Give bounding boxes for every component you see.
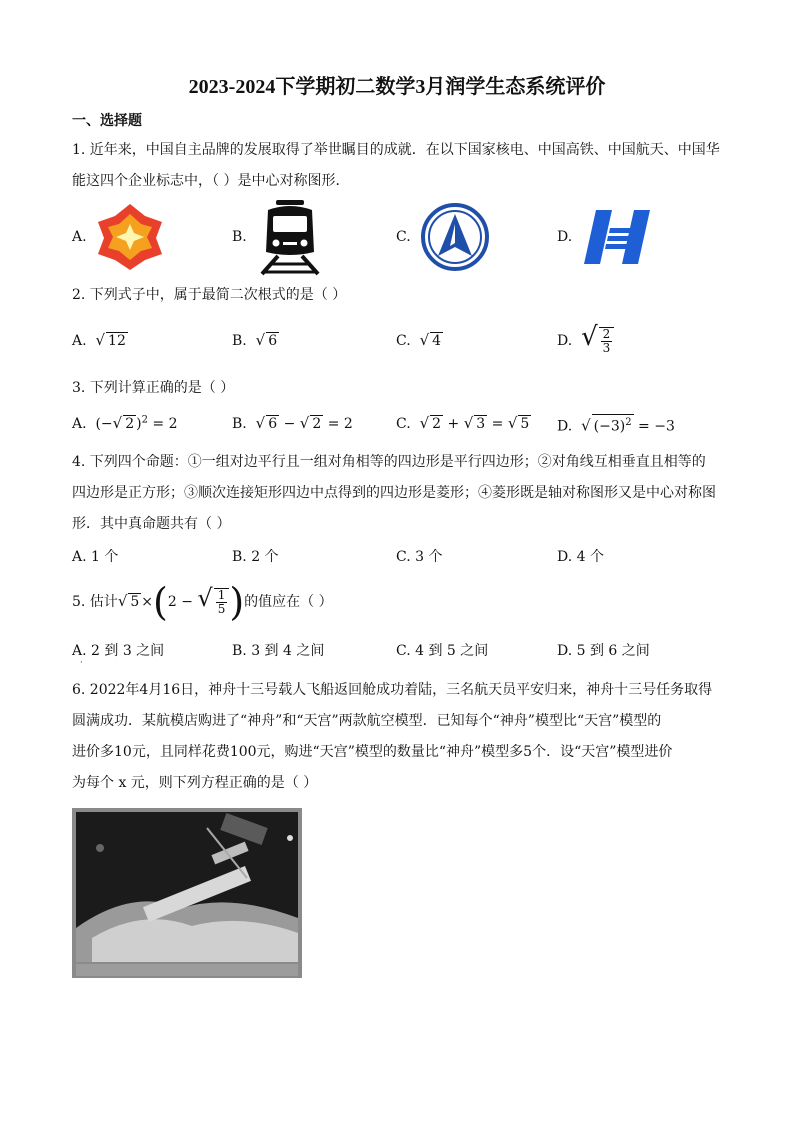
q5-option-b: B. 3 到 4 之间 — [232, 643, 325, 659]
q6-stem-line1: 6. 2022年4月16日，神舟十三号载人飞船返回舱成功着陆，三名航天员平安归来，神舟十三号任务取得 — [72, 682, 713, 698]
q2-option-d: D. √ $\frac{2}{3}$ — [557, 322, 614, 355]
q1-option-a-label: A. — [72, 229, 87, 245]
q5-option-d: D. 5 到 6 之间 — [557, 643, 650, 659]
q4-stem-line2: 四边形是正方形；③顺次连接矩形四边中点得到的四边形是菱形；④菱形既是轴对称图形又是中心对称图 — [72, 485, 716, 501]
q1-option-b-label: B. — [232, 229, 247, 245]
q2-stem: 2. 下列式子中，属于最简二次根式的是（ ） — [72, 287, 347, 303]
huaneng-logo-icon — [582, 208, 654, 266]
q4-stem-line1: 4. 下列四个命题：①一组对边平行且一组对角相等的四边形是平行四边形；②对角线互相垂直且相等的 — [72, 454, 706, 470]
train-logo-icon — [256, 198, 324, 276]
q3-option-c: C. √ 2 + √ 3 = √ 5 — [396, 414, 530, 432]
q6-stem-line2: 圆满成功．某航模店购进了“神舟”和“天宫”两款航空模型．已知每个“神舟”模型比“天宫”模型的 — [72, 713, 662, 729]
nuclear-logo-icon — [94, 202, 166, 272]
q3-option-d: D. √ $(-3)^2 = -3$ — [557, 414, 675, 435]
q2-option-c: C. √ 4 — [396, 331, 442, 349]
q6-stem-line3: 进价多10元，且同样花费100元，购进“天宫”模型的数量比“神舟”模型多5个．设“天宫”模型进价 — [72, 744, 673, 760]
q6-stem-line4: 为每个 x 元，则下列方程正确的是（ ） — [72, 775, 318, 791]
space-station-photo — [72, 808, 302, 978]
q1-option-d-label: D. — [557, 229, 573, 245]
q4-option-a: A. 1 个 — [72, 549, 119, 565]
q5-option-c: C. 4 到 5 之间 — [396, 643, 489, 659]
q2-option-a: A. √ 12 — [72, 331, 126, 349]
q4-stem-line3: 形．其中真命题共有（ ） — [72, 516, 231, 532]
q1-option-c-label: C. — [396, 229, 411, 245]
q3-stem: 3. 下列计算正确的是（ ） — [72, 380, 235, 396]
stray-dot: · — [80, 658, 83, 667]
q5-stem: 5. 估计√ 5 ×(2 − √ $\frac{1}{5}$ )的值应在（ ） — [72, 580, 333, 624]
section-heading: 一、选择题 — [72, 113, 142, 129]
aerospace-logo-icon — [420, 202, 490, 272]
q1-stem-line2: 能这四个企业标志中，（ ）是中心对称图形． — [72, 173, 350, 189]
q1-stem-line1: 1. 近年来，中国自主品牌的发展取得了举世瞩目的成就．在以下国家核电、中国高铁、中国航天、中国华 — [72, 142, 720, 158]
q4-option-b: B. 2 个 — [232, 549, 279, 565]
q3-option-b: B. √ 6 − √ 2 = 2 — [232, 414, 353, 432]
q2-option-b: B. √ 6 — [232, 331, 278, 349]
page-title: 2023-2024下学期初二数学3月润学生态系统评价 — [188, 76, 606, 98]
q5-option-a: A. 2 到 3 之间 — [72, 643, 165, 659]
q4-option-c: C. 3 个 — [396, 549, 443, 565]
q3-option-a: A. (−√ 2 )$^2$ = 2 — [72, 414, 178, 432]
q4-option-d: D. 4 个 — [557, 549, 604, 565]
